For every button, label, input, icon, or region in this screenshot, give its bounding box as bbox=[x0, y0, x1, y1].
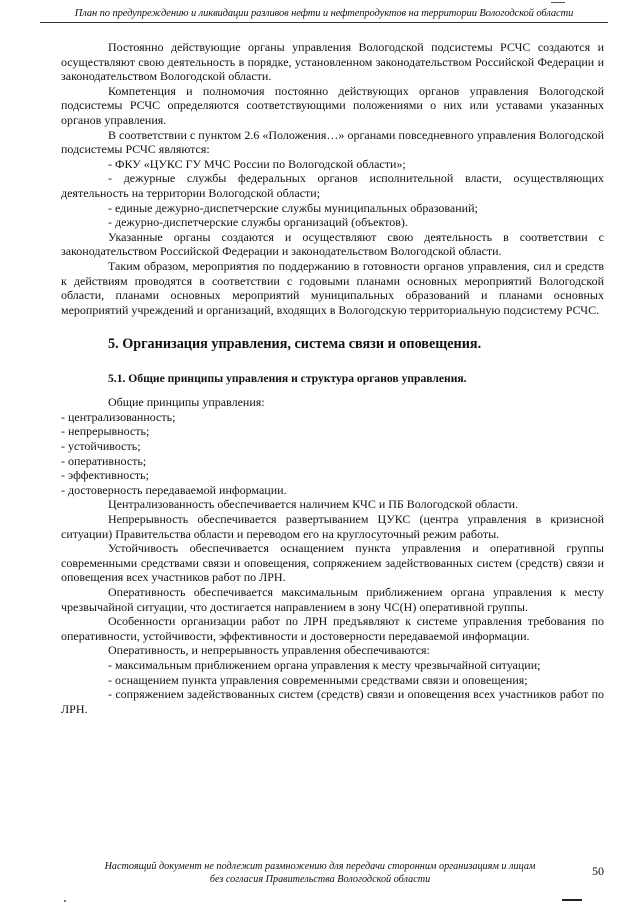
paragraph: В соответствии с пунктом 2.6 «Положения…» органами повседневного управления Вологодской подсистемы РСЧС являются: bbox=[61, 127, 604, 157]
list-item: - оснащением пункта управления современными средствами связи и оповещения; bbox=[108, 672, 528, 687]
list-item: - максимальным приближением органа управления к месту чрезвычайной ситуации; bbox=[108, 657, 541, 672]
paragraph: Указанные органы создаются и осуществляют свою деятельность в соответствии с законодательством Российской Федерации и законодательством Вологодской области. bbox=[61, 229, 604, 259]
paragraph: Постоянно действующие органы управления Вологодской подсистемы РСЧС создаются и осуществляют свою деятельность в порядке, установленном законодательством Российской Федерации и законодательством Вологодской области. bbox=[61, 40, 604, 84]
scan-mark bbox=[551, 2, 565, 3]
list-item: - непрерывность; bbox=[61, 424, 150, 439]
page-footer bbox=[75, 861, 565, 886]
paragraph: Непрерывность обеспечивается развертыванием ЦУКС (центра управления в кризисной ситуации) Правительства области и переводом его на круглосуточный режим работы. bbox=[61, 512, 604, 541]
list-item: - достоверность передаваемой информации. bbox=[61, 482, 287, 497]
paragraph: Оперативность обеспечивается максимальным приближением органа управления к месту чрезвычайной ситуации, что достигается направлением в зону ЧС(Н) оперативной группы. bbox=[61, 585, 604, 614]
paragraph: Таким образом, мероприятия по поддержанию в готовности органов управления, сил и средств к действиям проводятся в соответствии с годовыми планами основных мероприятий Вологодской области, планами основных мероприятий муниципальных образований и планами основных мероприятий учреждений и организаций, входящих в Вологодскую территориальную подсистему РСЧС. bbox=[61, 258, 604, 317]
scan-mark bbox=[562, 899, 582, 901]
footer-line: Настоящий документ не подлежит размножению для передачи сторонним организациям и лицам bbox=[104, 861, 536, 872]
scan-mark bbox=[64, 900, 66, 902]
subsection-heading: 5.1. Общие принципы управления и структура органов управления. bbox=[108, 372, 467, 386]
page-number: 50 bbox=[592, 864, 604, 878]
footer-line: без согласия Правительства Вологодской области bbox=[209, 873, 431, 885]
list-item: - оперативность; bbox=[61, 453, 147, 468]
list-item: - централизованность; bbox=[61, 409, 176, 424]
page-header: План по предупреждению и ликвидации разливов нефти и нефтепродуктов на территории Вологодской области bbox=[40, 8, 608, 23]
paragraph: Централизованность обеспечивается наличием КЧС и ПБ Вологодской области. bbox=[108, 497, 519, 512]
paragraph: Компетенция и полномочия постоянно действующих органов управления Вологодской подсистемы РСЧС определяются соответствующими положениями о них или уставами указанных органов управления. bbox=[61, 83, 604, 127]
list-item: - устойчивость; bbox=[61, 439, 141, 454]
list-item: - дежурные службы федеральных органов исполнительной власти, осуществляющих деятельность на территории Вологодской области; bbox=[61, 171, 604, 200]
paragraph: Оперативность, и непрерывность управления обеспечиваются: bbox=[108, 643, 430, 658]
paragraph: Общие принципы управления: bbox=[108, 395, 265, 410]
list-item: - эффективность; bbox=[61, 468, 149, 483]
list-item: - дежурно-диспетчерские службы организаций (объектов). bbox=[108, 215, 408, 230]
section-heading: 5. Организация управления, система связи и оповещения. bbox=[108, 336, 482, 353]
list-item: - единые дежурно-диспетчерские службы муниципальных образований; bbox=[108, 200, 478, 215]
list-item: - ФКУ «ЦУКС ГУ МЧС России по Вологодской области»; bbox=[108, 156, 406, 171]
paragraph: Особенности организации работ по ЛРН предъявляют к системе управления требования по оперативности, устойчивости, эффективности и достоверности передаваемой информации. bbox=[61, 614, 604, 643]
paragraph: Устойчивость обеспечивается оснащением пункта управления и оперативной группы современными средствами связи и оповещения, сопряжением задействованных систем (средств) связи и оповещения всех участников работ по ЛРН. bbox=[61, 541, 604, 585]
list-item: - сопряжением задействованных систем (средств) связи и оповещения всех участников работ по ЛРН. bbox=[61, 687, 604, 716]
page-content bbox=[61, 40, 604, 716]
